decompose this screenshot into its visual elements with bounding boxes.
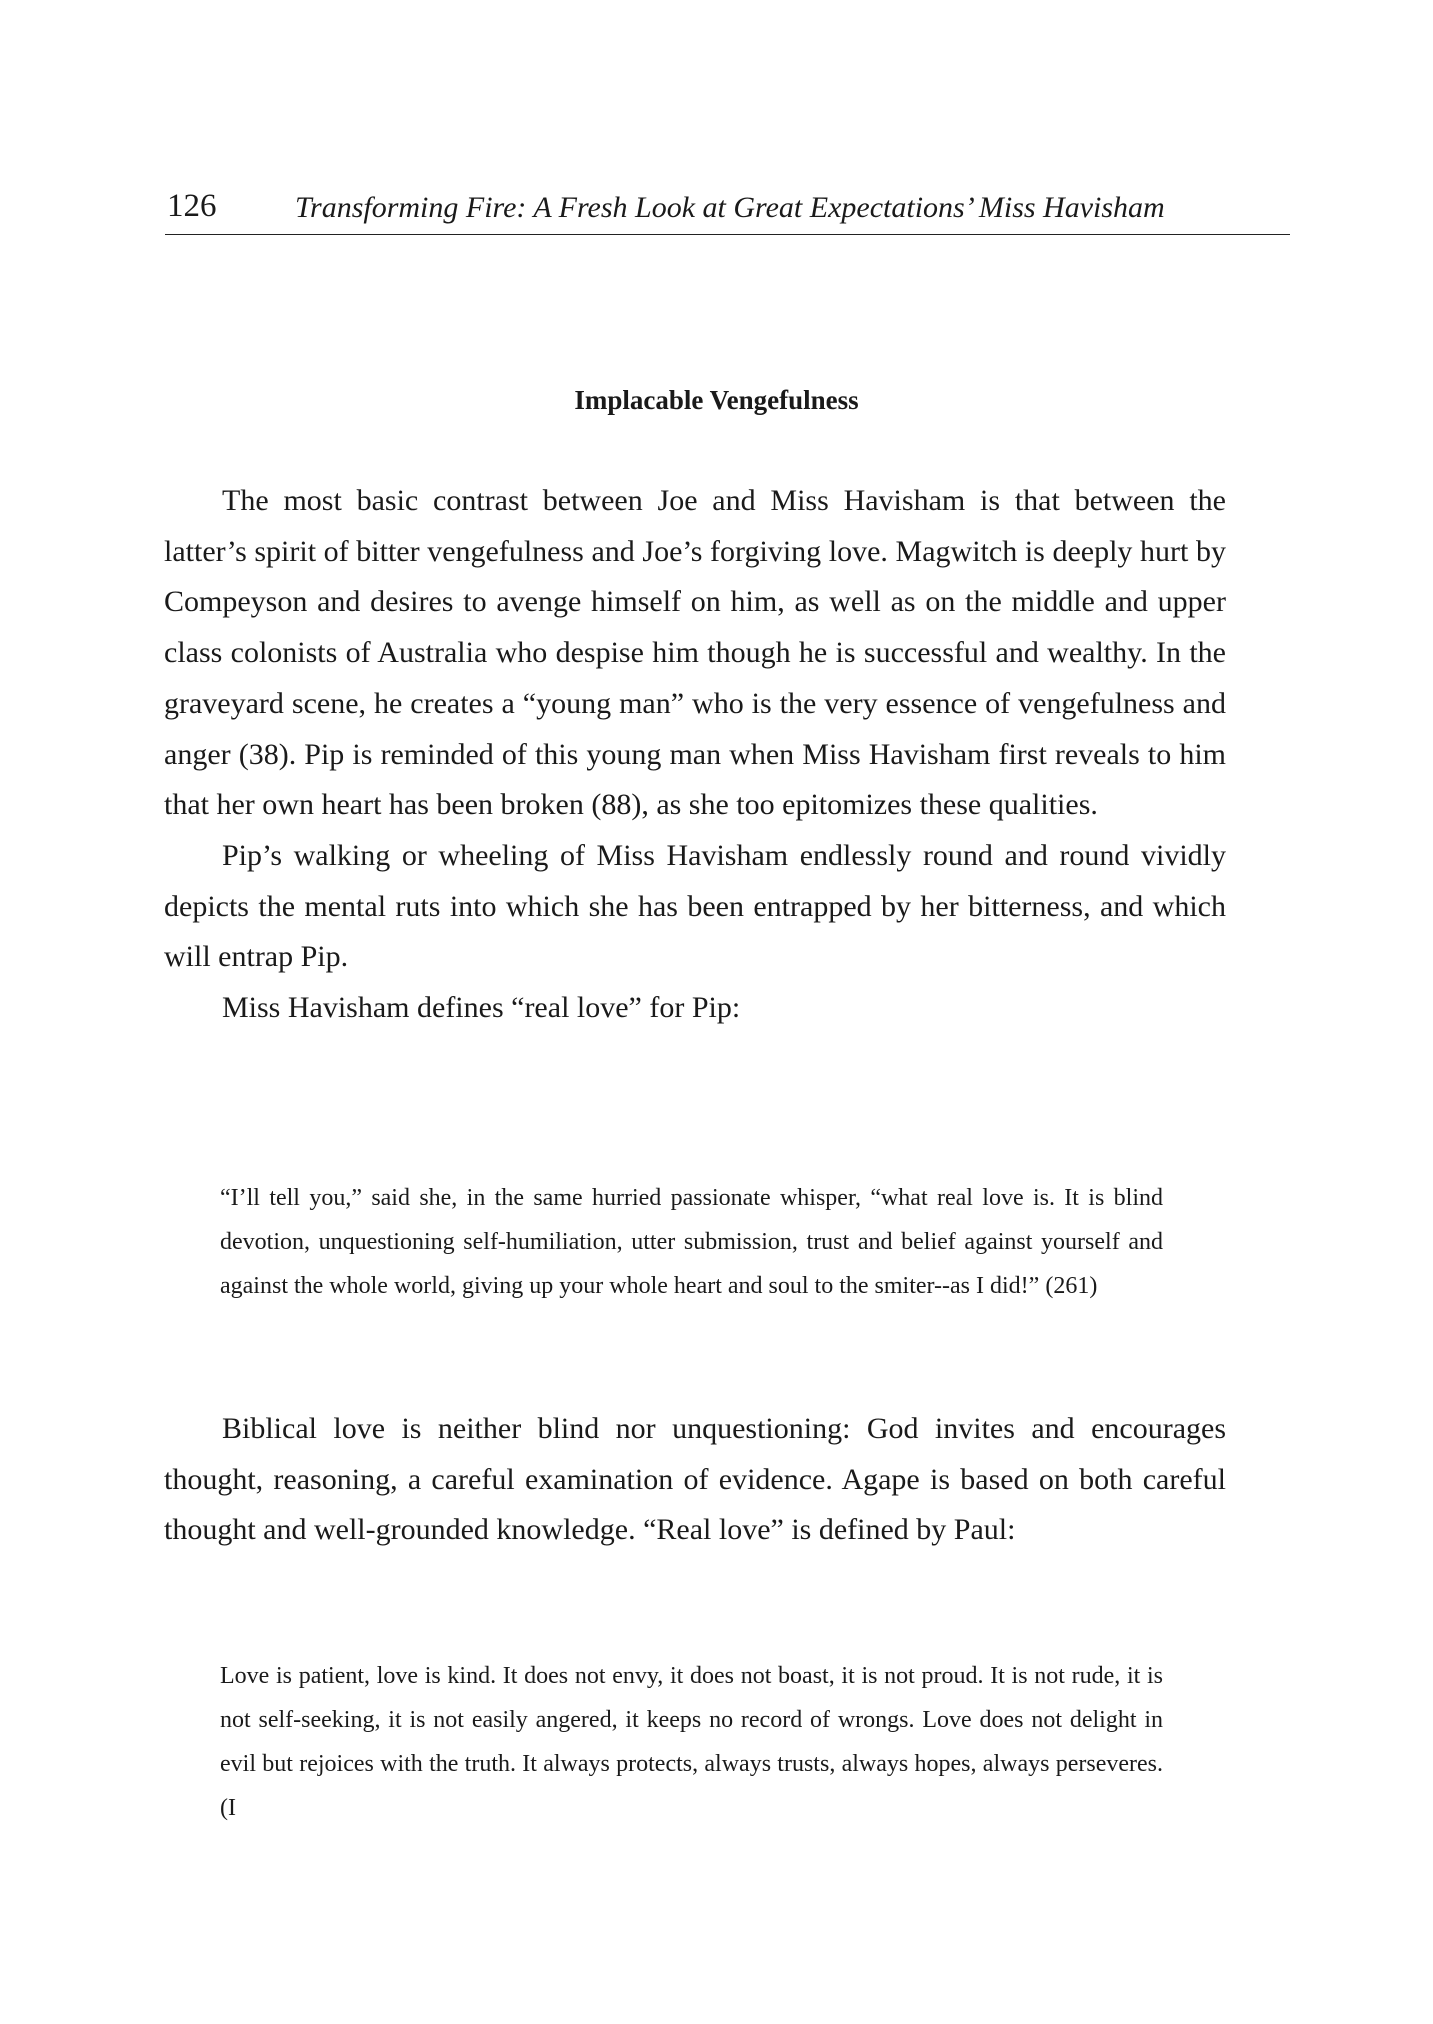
block-quote: Love is patient, love is kind. It does not envy, it does not boast, it is not proud. It is not rude, it is not self-seeking, it is not easily angered, it keeps no record of wrongs. Love does not delight in evil but rejoices with the truth. It always protects, always trusts, always hopes, always perseveres. (I	[220, 1663, 1163, 1821]
page-number: 126	[167, 188, 217, 224]
body-paragraph: The most basic contrast between Joe and Miss Havisham is that between the latter’s spirit of bitter vengefulness and Joe’s forgiving love. Magwitch is deeply hurt by Compeyson and desires to avenge himself on him, as well as on the middle and upper class colonists of Australia who despise him though he is successful and wealthy. In the graveyard scene, he creates a “young man” who is the very essence of vengefulness and anger (38). Pip is reminded of this young man when Miss Havisham first reveals to him that her own heart has been broken (88), as she too epitomizes these qualities.	[164, 484, 1226, 822]
body-paragraph: Biblical love is neither blind nor unquestioning: God invites and encourages thought, reasoning, a careful examination of evidence. Agape is based on both careful thought and well-grounded knowledge. “Real love” is defined by Paul:	[164, 1412, 1226, 1547]
body-paragraph: Pip’s walking or wheeling of Miss Havisham endlessly round and round vividly depicts the mental ruts into which she has been entrapped by her bitterness, and which will entrap Pip.	[164, 838, 1226, 974]
section-heading: Implacable Vengefulness	[574, 385, 859, 415]
running-header	[165, 186, 1290, 235]
body-paragraph: Miss Havisham defines “real love” for Pip:	[222, 991, 741, 1025]
block-quote: “I’ll tell you,” said she, in the same hurried passionate whisper, “what real love is. It is blind devotion, unquestioning self-humiliation, utter submission, trust and belief against yourself and against the whole world, giving up your whole heart and soul to the smiter--as I did!” (261)	[220, 1185, 1163, 1299]
paragraph-group-1	[164, 476, 1226, 1034]
running-title: Transforming Fire: A Fresh Look at Great Expectations’ Miss Havisham	[295, 191, 1165, 224]
paragraph-group-2	[164, 1404, 1226, 1556]
